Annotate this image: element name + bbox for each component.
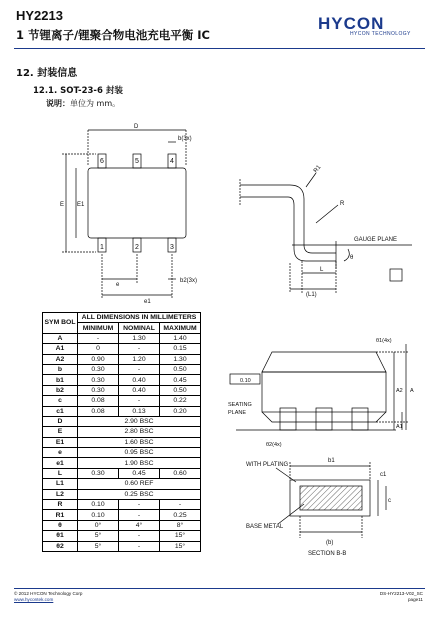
dim-label-e1: e1 — [144, 299, 151, 303]
front-label-theta1: θ1(4x) — [376, 338, 392, 344]
dim-label-d: D — [134, 124, 139, 130]
cell-symbol: R — [43, 500, 78, 510]
cell-symbol: A — [43, 333, 78, 343]
table-row — [43, 333, 201, 343]
cell-value-bsc: 0.25 BSC — [78, 489, 201, 499]
footer-doc-id: DS-HY2213-V02_SC — [379, 591, 423, 596]
cell-symbol: E — [43, 427, 78, 437]
section-label-base-metal: BASE METAL — [246, 524, 284, 530]
header-minimum: MINIMUM — [78, 323, 119, 333]
table-row — [43, 396, 201, 406]
header-symbol: SYM BOL — [43, 313, 78, 334]
cell-maximum: 0.50 — [160, 364, 201, 374]
cell-value-bsc: 0.95 BSC — [78, 448, 201, 458]
cell-symbol: b1 — [43, 375, 78, 385]
footer-rule — [14, 588, 425, 589]
cell-minimum: 0.30 — [78, 468, 119, 478]
cell-minimum: - — [78, 333, 119, 343]
cell-symbol: E1 — [43, 437, 78, 447]
cell-maximum: 15° — [160, 531, 201, 541]
cell-maximum: 0.45 — [160, 375, 201, 385]
table-row — [43, 354, 201, 364]
cell-minimum: 0.08 — [78, 396, 119, 406]
front-lead-2 — [316, 408, 332, 430]
footer-page-number: page11 — [408, 597, 423, 602]
cell-nominal: 1.20 — [119, 354, 160, 364]
cell-minimum: 0.90 — [78, 354, 119, 364]
section-label-c1: c1 — [380, 472, 387, 478]
section-bb-drawing — [246, 452, 426, 557]
cell-maximum: 15° — [160, 541, 201, 551]
cell-symbol: e1 — [43, 458, 78, 468]
section-label-b: (b) — [326, 540, 334, 546]
pin-label-2: 2 — [135, 244, 139, 251]
cell-nominal: - — [119, 364, 160, 374]
cell-maximum: 0.50 — [160, 385, 201, 395]
cell-minimum: 0.10 — [78, 510, 119, 520]
cell-symbol: θ2 — [43, 541, 78, 551]
pin-label-5: 5 — [135, 158, 139, 165]
front-label-tolerance: 0.10 — [240, 378, 251, 384]
table-row — [43, 458, 201, 468]
package-body-front — [262, 372, 386, 412]
cell-nominal: - — [119, 510, 160, 520]
package-top-taper — [262, 352, 386, 372]
document-model: HY2213 — [16, 8, 63, 23]
cell-nominal: 1.30 — [119, 333, 160, 343]
header-maximum: MAXIMUM — [160, 323, 201, 333]
cell-minimum: 0.30 — [78, 364, 119, 374]
cell-symbol: A1 — [43, 344, 78, 354]
cell-minimum: 0.30 — [78, 385, 119, 395]
cell-value-bsc: 2.80 BSC — [78, 427, 201, 437]
table-row — [43, 406, 201, 416]
cell-symbol: b — [43, 364, 78, 374]
table-row — [43, 416, 201, 426]
cell-maximum: - — [160, 500, 201, 510]
top-view-drawing — [60, 118, 220, 303]
cell-maximum: 1.40 — [160, 333, 201, 343]
lead-inner-profile — [240, 197, 336, 261]
cell-minimum: 0.08 — [78, 406, 119, 416]
header-rule — [14, 48, 425, 49]
dimensions-table-body — [43, 333, 201, 551]
cell-symbol: A2 — [43, 354, 78, 364]
cell-maximum: 1.30 — [160, 354, 201, 364]
table-row — [43, 531, 201, 541]
front-label-plane: PLANE — [228, 410, 247, 416]
header-nominal: NOMINAL — [119, 323, 160, 333]
cell-minimum: 0° — [78, 520, 119, 530]
cell-symbol: D — [43, 416, 78, 426]
document-subtitle: 1 节锂离子/锂聚合物电池充电平衡 IC — [16, 28, 210, 42]
footer-right — [380, 591, 423, 603]
table-row — [43, 468, 201, 478]
footer-left — [14, 591, 82, 603]
front-lead-1 — [280, 408, 296, 430]
cell-value-bsc: 0.60 REF — [78, 479, 201, 489]
cell-nominal: 0.40 — [119, 375, 160, 385]
cell-maximum: 0.20 — [160, 406, 201, 416]
section-label-c: c — [388, 498, 391, 504]
side-label-l1: (L1) — [306, 292, 317, 298]
dim-label-e1-upper: E1 — [77, 202, 85, 208]
note-text: 单位为 mm。 — [70, 99, 121, 108]
pin-label-1: 1 — [100, 244, 104, 251]
dimensions-table — [42, 312, 201, 552]
cell-symbol: e — [43, 448, 78, 458]
table-row — [43, 385, 201, 395]
front-view-drawing — [226, 330, 426, 450]
table-row — [43, 364, 201, 374]
section-label-with-plating: WITH PLATING — [246, 462, 289, 468]
front-label-seating: SEATING — [228, 402, 252, 408]
front-label-a1: A1 — [396, 424, 403, 430]
section-label-title: SECTION B-B — [308, 551, 347, 557]
side-view-drawing — [232, 165, 422, 300]
cell-nominal: 0.45 — [119, 468, 160, 478]
table-row — [43, 500, 201, 510]
logo-tagline: HYCON TECHNOLOGY — [350, 31, 411, 37]
cell-value-bsc: 1.90 BSC — [78, 458, 201, 468]
front-lead-3 — [352, 408, 368, 430]
cell-maximum: 0.60 — [160, 468, 201, 478]
front-label-a2: A2 — [396, 388, 403, 394]
table-row — [43, 427, 201, 437]
dim-label-b2: b2(3x) — [180, 278, 198, 284]
pin-label-3: 3 — [170, 244, 174, 251]
front-label-a: A — [410, 388, 414, 394]
cell-symbol: θ1 — [43, 531, 78, 541]
cell-symbol: R1 — [43, 510, 78, 520]
hycon-logo — [318, 14, 416, 48]
table-row — [43, 344, 201, 354]
cell-nominal: - — [119, 531, 160, 541]
dim-label-e: e — [116, 282, 120, 288]
dim-label-b3x: b(3x) — [178, 136, 192, 142]
cell-maximum: 0.22 — [160, 396, 201, 406]
table-row — [43, 375, 201, 385]
side-label-r: R — [340, 201, 345, 207]
lead-outer-profile — [240, 185, 336, 253]
table-row — [43, 520, 201, 530]
cell-maximum: 0.15 — [160, 344, 201, 354]
cell-value-bsc: 2.90 BSC — [78, 416, 201, 426]
cell-minimum: 5° — [78, 531, 119, 541]
dim-label-e-upper: E — [60, 202, 65, 208]
table-row — [43, 510, 201, 520]
section-title: 12. 封装信息 — [16, 68, 78, 79]
cell-minimum: 0.10 — [78, 500, 119, 510]
front-label-theta2: θ2(4x) — [266, 442, 282, 448]
logo-wordmark: HYCON — [318, 14, 385, 33]
section-label-b1: b1 — [328, 458, 335, 464]
cell-nominal: - — [119, 500, 160, 510]
pin-label-6: 6 — [100, 158, 104, 165]
cell-nominal: 0.40 — [119, 385, 160, 395]
header-all-dimensions: ALL DIMENSIONS IN MILLIMETERS — [78, 313, 201, 323]
cell-minimum: 0 — [78, 344, 119, 354]
unit-note — [46, 98, 120, 109]
cell-symbol: c1 — [43, 406, 78, 416]
subsection-title: 12.1. SOT-23-6 封装 — [33, 86, 123, 96]
table-row — [43, 541, 201, 551]
table-row — [43, 479, 201, 489]
pin-label-4: 4 — [170, 158, 174, 165]
cell-symbol: L1 — [43, 479, 78, 489]
package-body — [88, 168, 186, 238]
cell-symbol: c — [43, 396, 78, 406]
side-label-r1: R1 — [312, 165, 323, 175]
cell-symbol: b2 — [43, 385, 78, 395]
cell-nominal: 0.13 — [119, 406, 160, 416]
table-row — [43, 489, 201, 499]
cell-nominal: 4° — [119, 520, 160, 530]
table-row — [43, 448, 201, 458]
cell-nominal: - — [119, 396, 160, 406]
cell-value-bsc: 1.60 BSC — [78, 437, 201, 447]
cell-nominal: - — [119, 541, 160, 551]
cell-maximum: 0.25 — [160, 510, 201, 520]
footer-copyright: © 2012 HYCON Technology Corp — [14, 591, 83, 596]
table-row — [43, 437, 201, 447]
side-label-gauge-plane: GAUGE PLANE — [354, 237, 398, 243]
side-label-theta: θ — [350, 255, 354, 261]
side-label-l: L — [320, 267, 324, 273]
package-bottom-taper — [262, 412, 386, 422]
cell-minimum: 0.30 — [78, 375, 119, 385]
footer-website-link[interactable]: www.hycontek.com — [14, 597, 54, 602]
base-metal-hatch — [300, 486, 362, 510]
cell-nominal: - — [119, 344, 160, 354]
cell-symbol: θ — [43, 520, 78, 530]
cell-minimum: 5° — [78, 541, 119, 551]
cell-symbol: L2 — [43, 489, 78, 499]
cell-maximum: 8° — [160, 520, 201, 530]
cell-symbol: L — [43, 468, 78, 478]
note-label: 说明： — [46, 99, 70, 108]
